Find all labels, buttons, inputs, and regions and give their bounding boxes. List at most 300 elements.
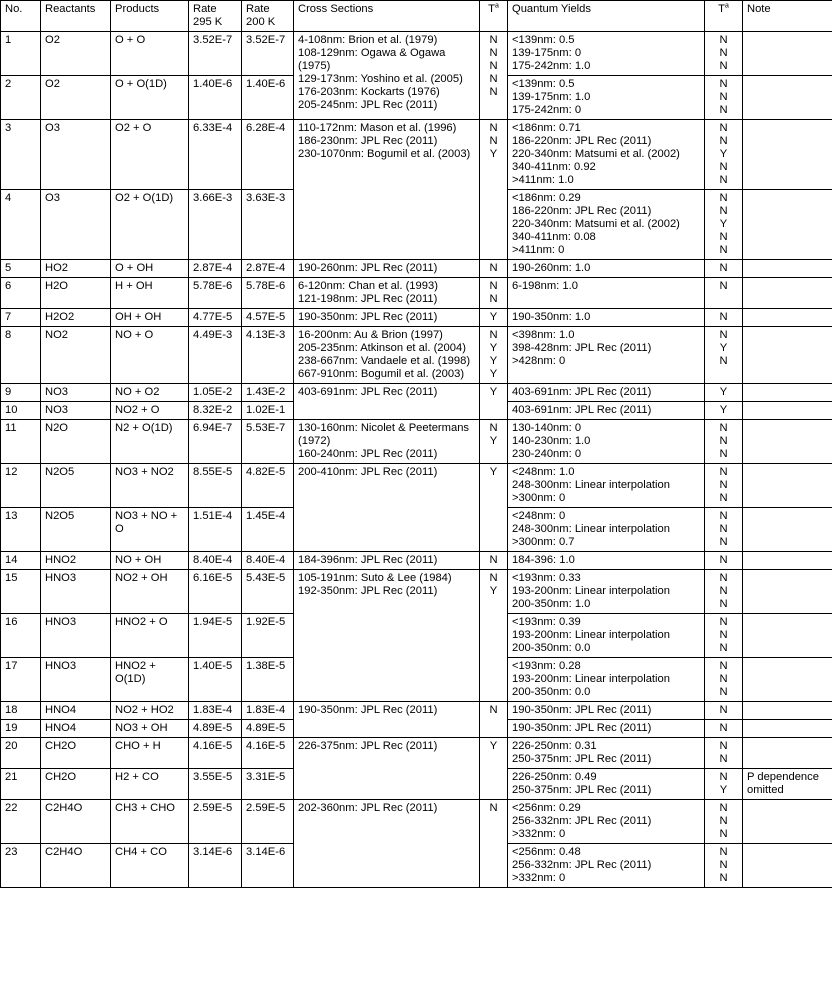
header-no: No.	[1, 1, 41, 32]
table-row	[1, 464, 832, 508]
quantum-yield-line: <248nm: 0	[512, 510, 566, 522]
yield-t-flag: N	[719, 479, 728, 491]
quantum-yield-line: 140-230nm: 1.0	[512, 435, 591, 447]
quantum-yield-line: 226-250nm: 0.49	[512, 771, 597, 783]
cross-t-flag: N	[489, 802, 498, 814]
cross-section-line: 160-240nm: JPL Rec (2011)	[298, 448, 438, 460]
yield-t-flag: Y	[719, 218, 728, 230]
quantum-yield-line: 200-350nm: 0.0	[512, 642, 591, 654]
cross-section-line: 192-350nm: JPL Rec (2011)	[298, 585, 438, 597]
cell-products: O + O(1D)	[111, 76, 189, 120]
cell-rate-200k: 3.31E-5	[242, 769, 294, 800]
quantum-yield-line: 190-350nm: JPL Rec (2011)	[512, 722, 652, 734]
cell-rate-200k: 8.40E-4	[242, 552, 294, 570]
cell-t-yields	[705, 614, 743, 658]
cell-rate-295k: 8.32E-2	[189, 402, 242, 420]
cell-rate-200k: 4.16E-5	[242, 738, 294, 769]
cell-rate-200k: 3.52E-7	[242, 32, 294, 76]
cell-rate-295k: 3.66E-3	[189, 190, 242, 260]
cell-reactants: HNO3	[41, 658, 111, 702]
header-t-yields-sup: a	[724, 2, 729, 10]
cell-t-cross	[480, 800, 508, 888]
cell-t-yields	[705, 738, 743, 769]
yield-t-flag: N	[719, 311, 728, 323]
cell-reactants: HNO4	[41, 702, 111, 720]
quantum-yield-line: 139-175nm: 0	[512, 47, 582, 59]
cell-quantum-yields	[508, 658, 705, 702]
cell-rate-295k: 3.55E-5	[189, 769, 242, 800]
cell-t-yields	[705, 658, 743, 702]
cell-reactants: NO2	[41, 327, 111, 384]
cell-no: 7	[1, 309, 41, 327]
quantum-yield-line: <256nm: 0.29	[512, 802, 581, 814]
cross-section-line: 238-667nm: Vandaele et al. (1998)	[298, 355, 471, 367]
cell-no: 18	[1, 702, 41, 720]
quantum-yield-line: >332nm: 0	[512, 828, 566, 840]
cell-rate-200k: 4.89E-5	[242, 720, 294, 738]
cell-rate-295k: 3.52E-7	[189, 32, 242, 76]
cell-reactants: H2O2	[41, 309, 111, 327]
cell-rate-295k: 4.16E-5	[189, 738, 242, 769]
cell-products: O + O	[111, 32, 189, 76]
header-rate-295k	[189, 1, 242, 32]
cell-rate-200k: 3.14E-6	[242, 844, 294, 888]
cross-section-line: 176-203nm: Kockarts (1976)	[298, 86, 440, 98]
cell-products: NO3 + NO + O	[111, 508, 189, 552]
table-body	[1, 32, 832, 888]
cross-section-line: 200-410nm: JPL Rec (2011)	[298, 466, 438, 478]
cell-reactants: CH2O	[41, 769, 111, 800]
cell-quantum-yields	[508, 384, 705, 402]
cell-rate-200k: 4.57E-5	[242, 309, 294, 327]
cell-no: 6	[1, 278, 41, 309]
cell-note	[743, 120, 832, 190]
cell-quantum-yields	[508, 800, 705, 844]
cell-rate-200k: 1.02E-1	[242, 402, 294, 420]
cell-rate-200k: 4.13E-3	[242, 327, 294, 384]
table-row	[1, 260, 832, 278]
cell-t-yields	[705, 420, 743, 464]
table-row	[1, 327, 832, 384]
cell-t-cross	[480, 738, 508, 800]
cell-note	[743, 309, 832, 327]
yield-t-flag: N	[719, 355, 728, 367]
cell-no: 23	[1, 844, 41, 888]
cell-t-yields	[705, 508, 743, 552]
quantum-yield-line: 6-198nm: 1.0	[512, 280, 578, 292]
quantum-yield-line: <186nm: 0.71	[512, 122, 581, 134]
cell-rate-200k: 3.63E-3	[242, 190, 294, 260]
quantum-yield-line: 190-350nm: JPL Rec (2011)	[512, 704, 652, 716]
cell-no: 8	[1, 327, 41, 384]
cell-t-yields	[705, 32, 743, 76]
cell-quantum-yields	[508, 738, 705, 769]
cell-products: NO + O	[111, 327, 189, 384]
cell-note	[743, 658, 832, 702]
cell-products: CH4 + CO	[111, 844, 189, 888]
cell-note	[743, 402, 832, 420]
cell-cross-sections	[294, 32, 480, 120]
quantum-yield-line: 139-175nm: 1.0	[512, 91, 591, 103]
cell-cross-sections	[294, 552, 480, 570]
cross-t-flag: N	[489, 280, 498, 292]
cell-quantum-yields	[508, 278, 705, 309]
cross-t-flag: Y	[489, 342, 498, 354]
cell-quantum-yields	[508, 260, 705, 278]
yield-t-flag: N	[719, 244, 728, 256]
quantum-yield-line: 184-396: 1.0	[512, 554, 575, 566]
table-row	[1, 738, 832, 769]
quantum-yield-line: 175-242nm: 1.0	[512, 60, 591, 72]
cell-rate-295k: 3.14E-6	[189, 844, 242, 888]
cell-reactants: C2H4O	[41, 844, 111, 888]
header-t-cross	[480, 1, 508, 32]
cell-products: NO2 + OH	[111, 570, 189, 614]
yield-t-flag: N	[719, 34, 728, 46]
cell-t-cross	[480, 420, 508, 464]
table-row	[1, 420, 832, 464]
cell-reactants: HNO4	[41, 720, 111, 738]
cell-reactants: O3	[41, 190, 111, 260]
cell-rate-295k: 1.51E-4	[189, 508, 242, 552]
cross-section-line: 403-691nm: JPL Rec (2011)	[298, 386, 438, 398]
table-header	[1, 1, 832, 32]
header-t-cross-sup: a	[494, 2, 499, 10]
header-rate-200k	[242, 1, 294, 32]
quantum-yield-line: <186nm: 0.29	[512, 192, 581, 204]
cross-t-flag: N	[489, 73, 498, 85]
table-row	[1, 800, 832, 844]
cross-t-flag: N	[489, 572, 498, 584]
cross-t-flag: N	[489, 704, 498, 716]
cell-reactants: CH2O	[41, 738, 111, 769]
cell-quantum-yields	[508, 769, 705, 800]
cell-rate-200k: 2.87E-4	[242, 260, 294, 278]
cell-quantum-yields	[508, 614, 705, 658]
yield-t-flag: N	[719, 466, 728, 478]
cell-t-yields	[705, 769, 743, 800]
cell-note	[743, 76, 832, 120]
cell-products: NO3 + OH	[111, 720, 189, 738]
cell-products: OH + OH	[111, 309, 189, 327]
quantum-yield-line: >411nm: 0	[512, 244, 565, 256]
yield-t-flag: N	[719, 104, 728, 116]
cell-rate-295k: 6.16E-5	[189, 570, 242, 614]
cell-t-yields	[705, 702, 743, 720]
cell-quantum-yields	[508, 76, 705, 120]
cell-products: N2 + O(1D)	[111, 420, 189, 464]
cross-t-flag: N	[489, 34, 498, 46]
cell-reactants: C2H4O	[41, 800, 111, 844]
cell-t-yields	[705, 464, 743, 508]
cell-t-cross	[480, 278, 508, 309]
cross-section-line: 205-235nm: Atkinson et al. (2004)	[298, 342, 466, 354]
quantum-yield-line: 200-350nm: 0.0	[512, 686, 591, 698]
cross-t-flag: N	[489, 293, 498, 305]
quantum-yield-line: <193nm: 0.28	[512, 660, 581, 672]
cell-rate-295k: 4.77E-5	[189, 309, 242, 327]
cell-no: 4	[1, 190, 41, 260]
quantum-yield-line: 340-411nm: 0.08	[512, 231, 596, 243]
cross-section-line: 110-172nm: Mason et al. (1996)	[298, 122, 457, 134]
cross-section-line: 129-173nm: Yoshino et al. (2005)	[298, 73, 463, 85]
cross-t-flag: N	[489, 60, 498, 72]
yield-t-flag: N	[719, 78, 728, 90]
cell-rate-200k: 1.40E-6	[242, 76, 294, 120]
cell-products: CHO + H	[111, 738, 189, 769]
header-rate-295k-line2: 295 K	[193, 16, 223, 28]
cell-no: 10	[1, 402, 41, 420]
cell-note	[743, 384, 832, 402]
quantum-yield-line: 190-260nm: 1.0	[512, 262, 591, 274]
cell-quantum-yields	[508, 720, 705, 738]
cell-products: HNO2 + O	[111, 614, 189, 658]
cell-note	[743, 327, 832, 384]
header-t-yields	[705, 1, 743, 32]
cell-t-yields	[705, 190, 743, 260]
cell-no: 20	[1, 738, 41, 769]
cell-products: NO2 + HO2	[111, 702, 189, 720]
cell-rate-200k: 4.82E-5	[242, 464, 294, 508]
cell-quantum-yields	[508, 309, 705, 327]
yield-t-flag: N	[719, 740, 728, 752]
table-row	[1, 32, 832, 76]
cell-t-cross	[480, 32, 508, 120]
yield-t-flag: N	[719, 262, 728, 274]
cell-note	[743, 508, 832, 552]
cell-rate-295k: 1.40E-6	[189, 76, 242, 120]
quantum-yield-line: 200-350nm: 1.0	[512, 598, 591, 610]
cell-rate-200k: 2.59E-5	[242, 800, 294, 844]
cell-t-cross	[480, 120, 508, 260]
cell-no: 19	[1, 720, 41, 738]
cell-rate-295k: 5.78E-6	[189, 278, 242, 309]
cell-products: NO2 + O	[111, 402, 189, 420]
quantum-yield-line: >428nm: 0	[512, 355, 566, 367]
cell-quantum-yields	[508, 570, 705, 614]
cell-quantum-yields	[508, 32, 705, 76]
cell-t-cross	[480, 260, 508, 278]
quantum-yield-line: 220-340nm: Matsumi et al. (2002)	[512, 218, 680, 230]
cross-section-line: 205-245nm: JPL Rec (2011)	[298, 99, 438, 111]
cell-no: 16	[1, 614, 41, 658]
cell-note	[743, 570, 832, 614]
cell-no: 5	[1, 260, 41, 278]
cell-no: 13	[1, 508, 41, 552]
header-t-cross-letter: T	[488, 3, 495, 15]
cell-products: O2 + O(1D)	[111, 190, 189, 260]
yield-t-flag: Y	[719, 404, 728, 416]
cell-products: HNO2 + O(1D)	[111, 658, 189, 702]
header-quantum-yields: Quantum Yields	[508, 1, 705, 32]
quantum-yield-line: <193nm: 0.39	[512, 616, 581, 628]
cross-t-flag: N	[489, 86, 498, 98]
quantum-yield-line: 230-240nm: 0	[512, 448, 582, 460]
cell-t-yields	[705, 570, 743, 614]
cross-section-line: 190-350nm: JPL Rec (2011)	[298, 311, 438, 323]
cross-section-line: 186-230nm: JPL Rec (2011)	[298, 135, 438, 147]
cell-quantum-yields	[508, 327, 705, 384]
cell-note	[743, 738, 832, 769]
cell-cross-sections	[294, 327, 480, 384]
cell-note	[743, 278, 832, 309]
cell-no: 14	[1, 552, 41, 570]
cross-t-flag: N	[489, 554, 498, 566]
cell-no: 17	[1, 658, 41, 702]
cross-section-line: 667-910nm: Bogumil et al. (2003)	[298, 368, 465, 380]
quantum-yield-line: >411nm: 1.0	[512, 174, 574, 186]
cell-reactants: NO3	[41, 402, 111, 420]
cell-reactants: N2O5	[41, 464, 111, 508]
cell-products: CH3 + CHO	[111, 800, 189, 844]
cell-quantum-yields	[508, 552, 705, 570]
cross-section-line: 121-198nm: JPL Rec (2011)	[298, 293, 438, 305]
cell-t-yields	[705, 120, 743, 190]
cell-products: NO3 + NO2	[111, 464, 189, 508]
cross-t-flag: N	[489, 329, 498, 341]
yield-t-flag: N	[719, 722, 728, 734]
yield-t-flag: N	[719, 815, 728, 827]
cross-t-flag: Y	[489, 368, 498, 380]
yield-t-flag: N	[719, 859, 728, 871]
table-row	[1, 702, 832, 720]
cell-t-cross	[480, 384, 508, 420]
yield-t-flag: N	[719, 231, 728, 243]
cell-no: 22	[1, 800, 41, 844]
cell-rate-200k: 1.43E-2	[242, 384, 294, 402]
yield-t-flag: N	[719, 280, 728, 292]
cell-quantum-yields	[508, 702, 705, 720]
quantum-yield-line: <398nm: 1.0	[512, 329, 575, 341]
cell-quantum-yields	[508, 120, 705, 190]
yield-t-flag: N	[719, 585, 728, 597]
cell-cross-sections	[294, 260, 480, 278]
header-rate-200k-line1: Rate	[246, 3, 270, 15]
cell-t-yields	[705, 76, 743, 120]
cell-rate-295k: 1.05E-2	[189, 384, 242, 402]
cross-section-line: 130-160nm: Nicolet & Peetermans (1972)	[298, 422, 470, 447]
yield-t-flag: N	[719, 91, 728, 103]
cell-rate-200k: 5.43E-5	[242, 570, 294, 614]
cell-no: 15	[1, 570, 41, 614]
cell-note	[743, 614, 832, 658]
cross-section-line: 202-360nm: JPL Rec (2011)	[298, 802, 438, 814]
yield-t-flag: N	[719, 122, 728, 134]
cell-rate-295k: 8.40E-4	[189, 552, 242, 570]
cell-cross-sections	[294, 570, 480, 702]
cell-rate-295k: 8.55E-5	[189, 464, 242, 508]
cross-t-flag: Y	[489, 311, 498, 323]
quantum-yield-line: 220-340nm: Matsumi et al. (2002)	[512, 148, 680, 160]
yield-t-flag: N	[719, 135, 728, 147]
table-row	[1, 570, 832, 614]
cell-rate-200k: 1.83E-4	[242, 702, 294, 720]
cell-quantum-yields	[508, 190, 705, 260]
cell-t-yields	[705, 309, 743, 327]
cell-note	[743, 702, 832, 720]
quantum-yield-line: 193-200nm: Linear interpolation	[512, 673, 670, 685]
quantum-yield-line: <193nm: 0.33	[512, 572, 581, 584]
cell-rate-295k: 2.59E-5	[189, 800, 242, 844]
yield-t-flag: N	[719, 872, 728, 884]
cell-t-yields	[705, 384, 743, 402]
yield-t-flag: N	[719, 60, 728, 72]
cell-t-yields	[705, 327, 743, 384]
quantum-yield-line: <139nm: 0.5	[512, 78, 575, 90]
cell-quantum-yields	[508, 464, 705, 508]
yield-t-flag: N	[719, 205, 728, 217]
cell-note	[743, 32, 832, 76]
cell-rate-295k: 1.94E-5	[189, 614, 242, 658]
yield-t-flag: N	[719, 329, 728, 341]
cell-note	[743, 800, 832, 844]
yield-t-flag: Y	[719, 386, 728, 398]
yield-t-flag: N	[719, 629, 728, 641]
yield-t-flag: N	[719, 572, 728, 584]
header-row	[1, 1, 832, 32]
cross-t-flag: Y	[489, 355, 498, 367]
header-rate-295k-line1: Rate	[193, 3, 217, 15]
cell-t-cross	[480, 309, 508, 327]
quantum-yield-line: 175-242nm: 0	[512, 104, 582, 116]
header-products: Products	[111, 1, 189, 32]
cell-t-cross	[480, 570, 508, 702]
quantum-yield-line: >300nm: 0	[512, 492, 566, 504]
cross-section-line: 184-396nm: JPL Rec (2011)	[298, 554, 438, 566]
cell-reactants: HNO2	[41, 552, 111, 570]
yield-t-flag: Y	[719, 784, 728, 796]
cell-note: P dependence omitted	[743, 769, 832, 800]
quantum-yield-line: 340-411nm: 0.92	[512, 161, 596, 173]
yield-t-flag: N	[719, 771, 728, 783]
cross-t-flag: N	[489, 47, 498, 59]
quantum-yield-line: 256-332nm: JPL Rec (2011)	[512, 859, 652, 871]
cell-note	[743, 190, 832, 260]
cell-cross-sections	[294, 800, 480, 888]
cross-t-flag: Y	[489, 148, 498, 160]
yield-t-flag: N	[719, 435, 728, 447]
cell-rate-200k: 1.92E-5	[242, 614, 294, 658]
cell-no: 3	[1, 120, 41, 190]
cell-no: 21	[1, 769, 41, 800]
quantum-yield-line: >332nm: 0	[512, 872, 566, 884]
cross-t-flag: N	[489, 262, 498, 274]
cell-rate-295k: 6.33E-4	[189, 120, 242, 190]
cross-section-line: 4-108nm: Brion et al. (1979)	[298, 34, 438, 46]
cell-note	[743, 260, 832, 278]
quantum-yield-line: 186-220nm: JPL Rec (2011)	[512, 135, 652, 147]
quantum-yield-line: <256nm: 0.48	[512, 846, 581, 858]
cell-rate-200k: 5.53E-7	[242, 420, 294, 464]
quantum-yield-line: 130-140nm: 0	[512, 422, 582, 434]
cell-no: 12	[1, 464, 41, 508]
quantum-yield-line: 248-300nm: Linear interpolation	[512, 523, 670, 535]
quantum-yield-line: 403-691nm: JPL Rec (2011)	[512, 386, 652, 398]
yield-t-flag: N	[719, 174, 728, 186]
yield-t-flag: N	[719, 47, 728, 59]
cell-t-yields	[705, 800, 743, 844]
table-row	[1, 384, 832, 402]
cell-products: O2 + O	[111, 120, 189, 190]
cell-rate-295k: 6.94E-7	[189, 420, 242, 464]
yield-t-flag: N	[719, 846, 728, 858]
yield-t-flag: Y	[719, 342, 728, 354]
cell-t-yields	[705, 552, 743, 570]
cell-products: NO + OH	[111, 552, 189, 570]
cross-section-line: 230-1070nm: Bogumil et al. (2003)	[298, 148, 471, 160]
quantum-yield-line: 250-375nm: JPL Rec (2011)	[512, 784, 652, 796]
table-row	[1, 278, 832, 309]
